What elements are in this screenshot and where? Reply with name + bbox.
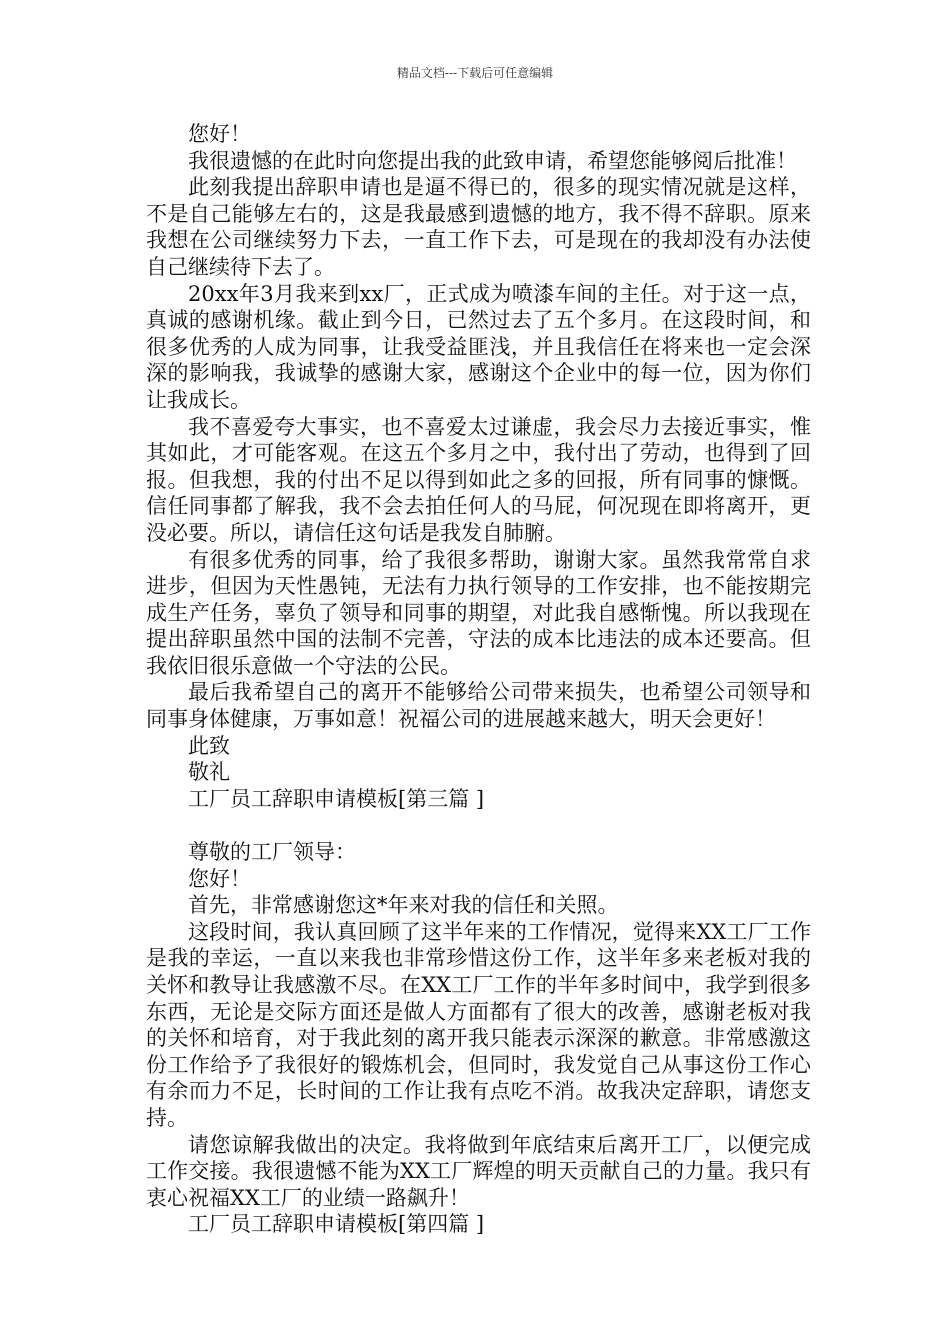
closing-line: 敬礼 (188, 760, 230, 785)
closing-line: 此致 (188, 733, 230, 758)
paragraph: 最后我希望自己的离开不能够给公司带来损失，也希望公司领导和同事身体健康，万事如意！祝福公司的进展越来越大，明天会更好！ (146, 680, 811, 732)
greeting: 您好！ (188, 866, 251, 891)
paragraph: 请您谅解我做出的决定。我将做到年底结束后离开工厂，以便完成工作交接。我很遗憾不能为XX工厂辉煌的明天贡献自己的力量。我只有衷心祝福XX工厂的业绩一路飙升！ (146, 1132, 811, 1210)
paragraph: 20xx年3月我来到xx厂，正式成为喷漆车间的主任。对于这一点，真诚的感谢机缘。截止到今日，已然过去了五个多月。在这段时间，和很多优秀的人成为同事，让我受益匪浅，并且我信任在将来也一定会深深的影响我，我诚挚的感谢大家，感谢这个企业中的每一位，因为你们让我成长。 (146, 281, 811, 412)
salutation: 尊敬的工厂领导： (188, 840, 356, 865)
paragraph: 我很遗憾的在此时向您提出我的此致申请，希望您能够阅后批准！ (188, 148, 797, 173)
paragraph-line: 首先，非常感谢您这*年来对我的信任和关照。 (188, 893, 619, 918)
section-title: 工厂员工辞职申请模板[第四篇 ] (188, 1212, 485, 1237)
paragraph: 此刻我提出辞职申请也是逼不得已的，很多的现实情况就是这样，不是自己能够左右的，这是我最感到遗憾的地方，我不得不辞职。原来我想在公司继续努力下去，一直工作下去，可是现在的我却没有办法使自己继续待下去了。 (146, 175, 811, 279)
blank-line (146, 812, 811, 839)
paragraph: 这段时间，我认真回顾了这半年来的工作情况，觉得来XX工厂工作是我的幸运，一直以来我也非常珍惜这份工作，这半年多来老板对我的关怀和教导让我感激不尽。在XX工厂工作的半年多时间中，我学到很多东西，无论是交际方面还是做人方面都有了很大的改善，感谢老板对我的关怀和培育，对于我此刻的离开我只能表示深深的歉意。非常感激这份工作给予了我很好的锻炼机会，但同时，我发觉自己从事这份工作心有余而力不足，长时间的工作让我有点吃不消。故我决定辞职，请您支持。 (146, 919, 811, 1130)
paragraph: 我不喜爱夸大事实，也不喜爱太过谦虚，我会尽力去接近事实，惟其如此，才可能客观。在这五个多月之中，我付出了劳动，也得到了回报。但我想，我的付出不足以得到如此之多的回报，所有同事的慷慨。信任同事都了解我，我不会去拍任何人的马屁，何况现在即将离开，更没必要。所以，请信任这句话是我发自肺腑。 (146, 414, 811, 545)
paragraph: 有很多优秀的同事，给了我很多帮助，谢谢大家。虽然我常常自求进步，但因为天性愚钝，无法有力执行领导的工作安排，也不能按期完成生产任务，辜负了领导和同事的期望，对此我自感惭愧。所以我现在提出辞职虽然中国的法制不完善，守法的成本比违法的成本还要高。但我依旧很乐意做一个守法的公民。 (146, 547, 811, 678)
document-body (146, 121, 811, 1238)
section-title: 工厂员工辞职申请模板[第三篇 ] (188, 786, 485, 811)
page-header: 精品文档---下载后可任意编辑 (396, 66, 554, 80)
greeting: 您好！ (188, 122, 251, 146)
